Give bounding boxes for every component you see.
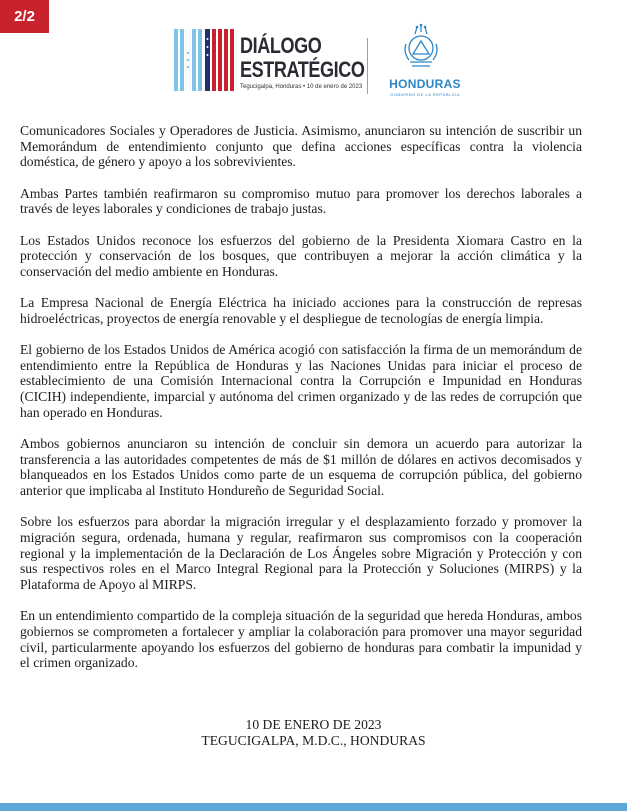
us-flag-stripes-icon <box>205 29 237 91</box>
document-header <box>0 0 627 110</box>
paragraph: Ambos gobiernos anunciaron su intención de concluir sin demora un acuerdo para autorizar la transferencia a las autoridades competentes de más de $1 millón de dólares en activos decomisados y blanqueados en los Estados Unidos como parte de un esquema de corrupción pública, del gobierno anterior que implicaba al Instituto Hondureño de Seguridad Social. <box>20 436 582 499</box>
paragraph: En un entendimiento compartido de la compleja situación de la seguridad que hereda Honduras, ambos gobiernos se comprometen a fortalecer y ampliar la colaboración para promover una mayor seguridad civil, particularmente apoyando los esfuerzos del gobierno de honduras para combatir la impunidad y el crimen organizado. <box>20 608 582 671</box>
paragraph: El gobierno de los Estados Unidos de América acogió con satisfacción la firma de un memorándum de entendimiento entre la República de Honduras y las Naciones Unidas para iniciar el proceso de establecimiento de una Comisión Internacional contra la Corrupción e Impunidad en Honduras (CICIH) independiente, imparcial y autónoma del crimen organizado y de las redes de corrupción que han operado en Honduras. <box>20 342 582 420</box>
footer-place: TEGUCIGALPA, M.D.C., HONDURAS <box>201 732 426 748</box>
footer-date: 10 DE ENERO DE 2023 <box>245 717 382 732</box>
honduras-coat-of-arms-icon <box>386 22 456 76</box>
page-indicator-badge: 2/2 <box>0 0 49 33</box>
honduras-flag-stripes-icon <box>174 29 204 91</box>
document-body <box>20 123 582 687</box>
paragraph: Comunicadores Sociales y Operadores de Justicia. Asimismo, anunciaron su intención de suscribir un Memorándum de entendimiento conjunto que defina acciones específicas contra la violencia doméstica, de género y apoyo a los sobrevivientes. <box>20 123 582 170</box>
logo-subtitle: Tegucigalpa, Honduras • 10 de enero de 2023 <box>240 84 363 90</box>
bottom-accent-bar <box>0 803 627 811</box>
paragraph: Ambas Partes también reafirmaron su compromiso mutuo para promover los derechos laborales a través de leyes laborales y condiciones de trabajo justas. <box>20 185 582 217</box>
dialogue-logo-title <box>240 33 365 90</box>
header-divider <box>367 38 368 94</box>
paragraph: Los Estados Unidos reconoce los esfuerzos del gobierno de la Presidenta Xiomara Castro en la protección y conservación de los bosques, que contribuyen a mejorar la acción climática y la conservación del medio ambiente en Honduras. <box>20 232 582 279</box>
paragraph: Sobre los esfuerzos para abordar la migración irregular y el desplazamiento forzado y promover la migración segura, ordenada, humana y regular, reafirmaron sus compromisos con la cooperación regional y la implementación de la Declaración de Los Ángeles sobre Migración y Protección y con sus respectivos roles en el Marco Integral Regional para la Protección y Soluciones (MIRPS) y la Plataforma de Apoyo al MIRPS. <box>20 514 582 593</box>
government-caption: GOBIERNO DE LA REPÚBLICA <box>390 92 460 97</box>
paragraph: La Empresa Nacional de Energía Eléctrica ha iniciado acciones para la construcción de represas hidroeléctricas, proyectos de energía renovable y el despliegue de tecnologías de energía limpia. <box>20 295 582 326</box>
logo-title-line2: ESTRATÉGICO <box>240 57 365 82</box>
document-footer <box>0 717 627 748</box>
honduras-wordmark: HONDURAS <box>389 77 461 91</box>
logo-title-line1: DIÁLOGO <box>240 33 322 58</box>
